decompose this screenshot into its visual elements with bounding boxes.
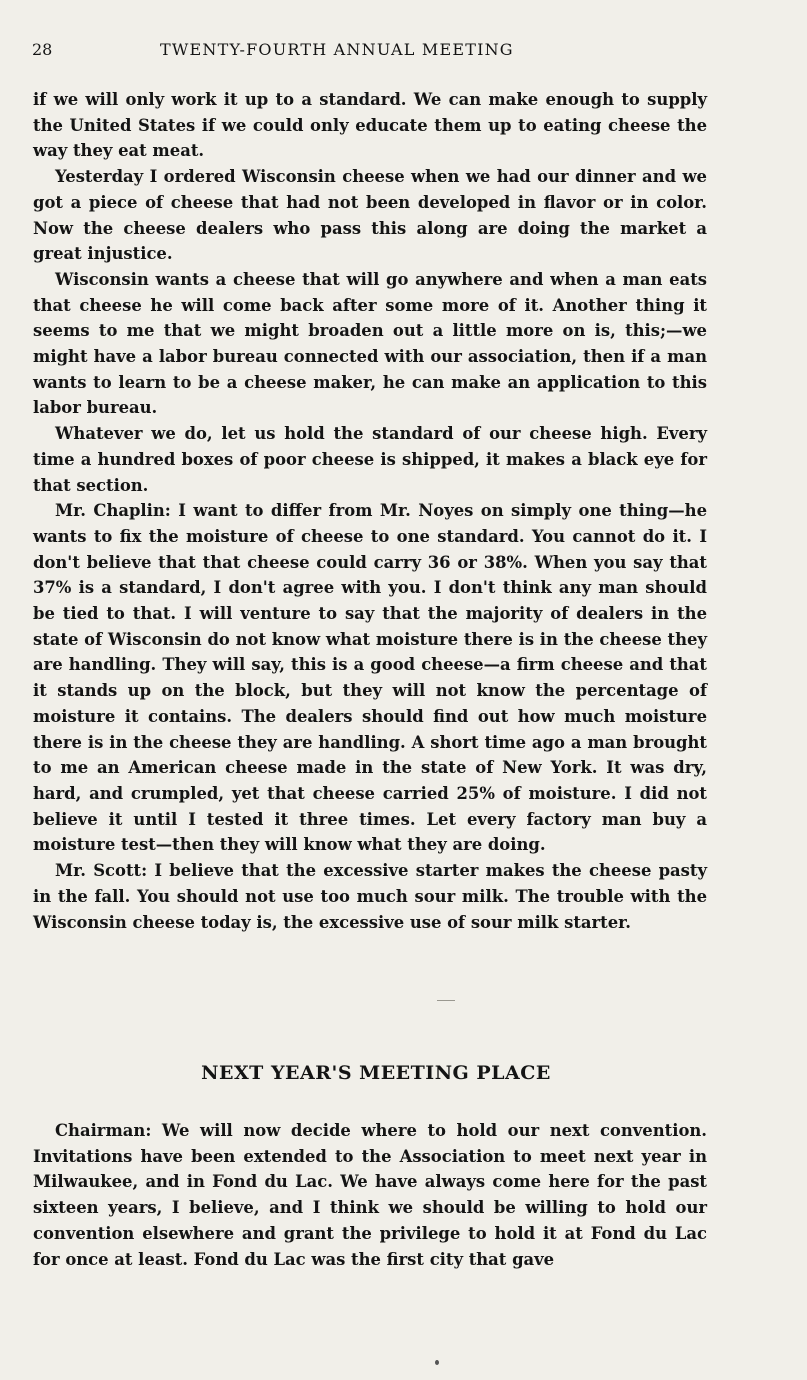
page-number: 28 — [32, 40, 53, 59]
page-speck — [435, 1360, 439, 1365]
section-body — [33, 1118, 707, 1272]
separator-rule — [437, 1000, 455, 1001]
paragraph: Whatever we do, let us hold the standard of our cheese high. Every time a hundred boxes of poor cheese is shipped, it makes a black eye for that section. — [33, 424, 707, 495]
paragraph: Wisconsin wants a cheese that will go anywhere and when a man eats that cheese he will come back after some more of it. Another thing it seems to me that we might broaden out a little more on is, this;—we might have a labor bureau connected with our association, then if a man wants to learn to be a cheese maker, he can make an application to this labor bureau. — [33, 269, 707, 418]
paragraph: Mr. Scott: I believe that the excessive starter makes the cheese pasty in the fall. You should not use too much sour milk. The trouble with the Wisconsin cheese today is, the excessive use of sour milk starter. — [33, 861, 707, 932]
paragraph: if we will only work it up to a standard. We can make enough to supply the United States if we could only educate them up to eating cheese the way they eat meat. — [33, 90, 707, 161]
section-heading: NEXT YEAR'S MEETING PLACE — [201, 1062, 551, 1084]
paragraph: Chairman: We will now decide where to hold our next convention. Invitations have been extended to the Association to meet next year in Milwaukee, and in Fond du Lac. We have always come here for the past sixteen years, I believe, and I think we should be willing to hold our convention elsewhere and grant the privilege to hold it at Fond du Lac for once at least. Fond du Lac was the first city that gave — [33, 1121, 707, 1269]
body-text — [33, 87, 707, 935]
paragraph: Mr. Chaplin: I want to differ from Mr. Noyes on simply one thing—he wants to fix the moisture of cheese to one standard. You cannot do it. I don't believe that that cheese could carry 36 or 38%. When you say that 37% is a standard, I don't agree with you. I don't think any man should be tied to that. I will venture to say that the majority of dealers in the state of Wisconsin do not know what moisture there is in the cheese they are handling. They will say, this is a good cheese—a firm cheese and that it stands up on the block, but they will not know the percentage of moisture it contains. The dealers should find out how much moisture there is in the cheese they are handling. A short time ago a man brought to me an American cheese made in the state of New York. It was dry, hard, and crumpled, yet that cheese carried 25% of moisture. I did not believe it until I tested it three times. Let every factory man buy a moisture test—then they will know what they are doing. — [33, 501, 707, 855]
running-head: TWENTY-FOURTH ANNUAL MEETING — [160, 40, 514, 59]
paragraph: Yesterday I ordered Wisconsin cheese when we had our dinner and we got a piece of cheese that had not been developed in flavor or in color. Now the cheese dealers who pass this along are doing the market a great injustice. — [33, 167, 707, 264]
page-header — [32, 40, 567, 64]
